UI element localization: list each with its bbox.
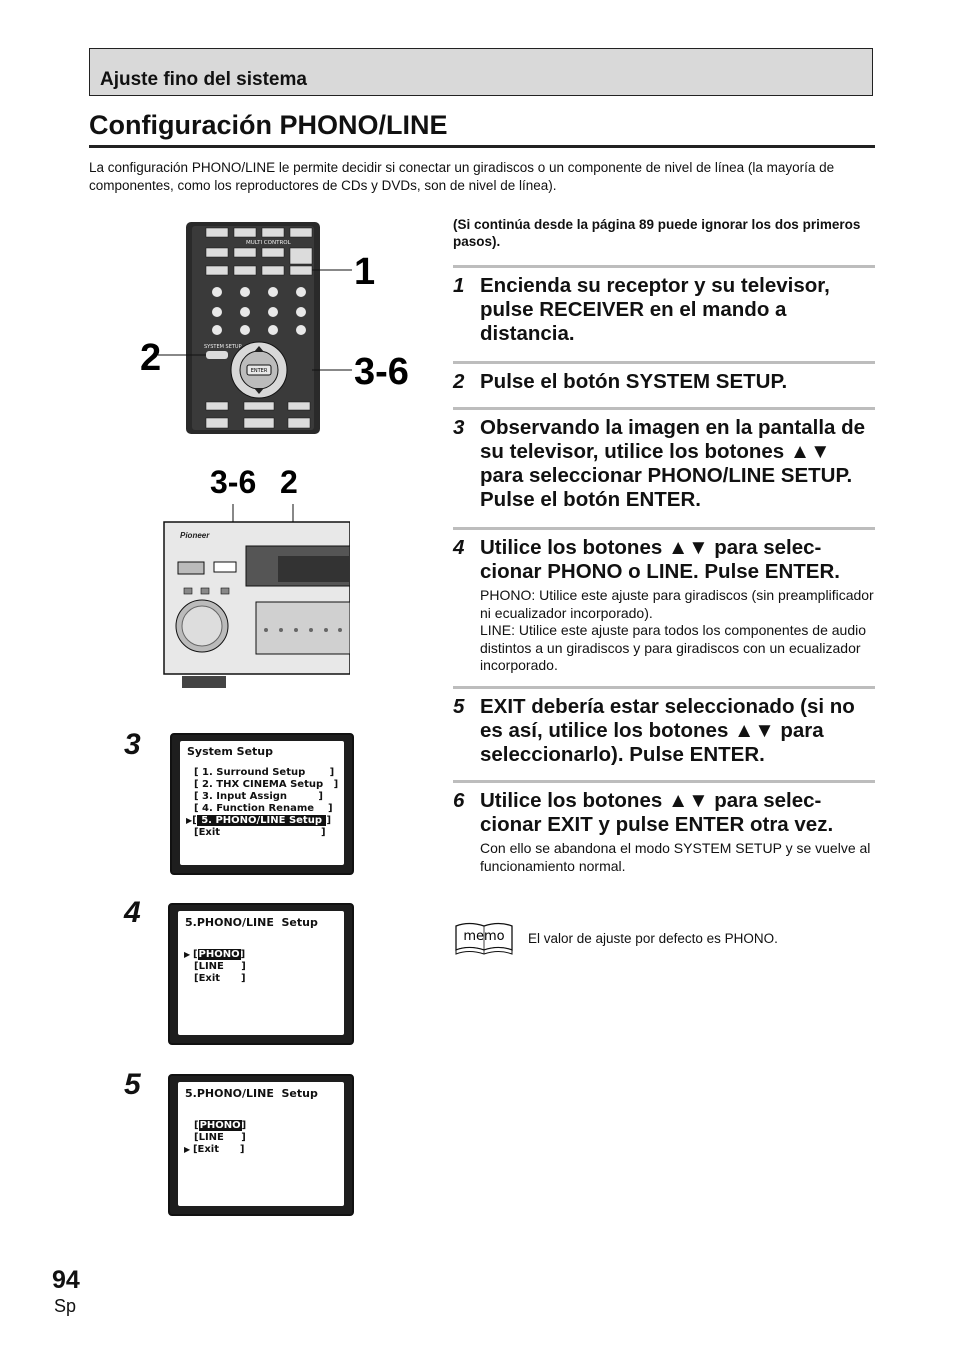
step-1 (453, 265, 875, 346)
callout-1: 1 (354, 251, 376, 293)
option-exit-selected: [Exit ] (192, 1144, 245, 1155)
step-number: 5 (453, 695, 465, 718)
screen-title: System Setup (187, 745, 273, 758)
step-text: Pulse el botón SYSTEM SETUP. (480, 370, 788, 393)
brand-logo: Pioneer (180, 531, 210, 540)
callout-3-6: 3-6 (354, 351, 409, 393)
step-4 (453, 527, 875, 675)
memo-icon-label: memo (463, 929, 505, 944)
system-setup-label: SYSTEM SETUP (204, 344, 242, 350)
screen-step-4-label: 4 (124, 896, 141, 929)
receiver-unit-figure (160, 462, 350, 690)
step-text: Utilice los botones ▲▼ para selec-cionar EXIT y pulse ENTER otra vez. (480, 789, 834, 836)
step-number: 4 (453, 536, 465, 559)
option-line: [LINE ] (194, 961, 246, 972)
step-text: Observando la imagen en la pantalla de su televisor, utilice los botones ▲▼ para seleccionar PHONO/LINE SETUP. Pulse el botón ENTER. (480, 416, 866, 511)
step-desc: PHONO: Utilice este ajuste para giradiscos (sin preamplificador ni ecualizador incorporado). (480, 587, 874, 621)
multi-control-label: MULTI CONTROL (246, 240, 291, 246)
enter-label: ENTER (250, 368, 268, 374)
menu-item: [ 4. Function Rename ] (194, 803, 333, 814)
tv-screen-step-4: 5.PHONO/LINE Setup ▶ [PHONO] [LINE ] [Exit ] (168, 903, 354, 1045)
page-number: 94 (52, 1266, 80, 1294)
screen-step-3-label: 3 (124, 728, 141, 761)
option-exit: [Exit ] (194, 973, 246, 984)
step-number: 3 (453, 416, 465, 439)
step-5 (453, 686, 875, 767)
step-number: 2 (453, 370, 465, 393)
option-line: [LINE ] (194, 1132, 246, 1143)
page-title: Configuración PHONO/LINE (89, 110, 875, 148)
step-text: EXIT debería estar seleccionado (si no es así, utilice los botones ▲▼ para seleccionarlo). Pulse ENTER. (480, 695, 855, 766)
step-text: Encienda su receptor y su televisor, pulse RECEIVER en el mando a distancia. (480, 274, 830, 345)
step-3 (453, 407, 875, 512)
tv-screen-step-5: 5.PHONO/LINE Setup [PHONO] [LINE ] ▶ [Exit ] (168, 1074, 354, 1216)
bracket: [ (192, 815, 197, 826)
option-phono: PHONO (199, 1120, 241, 1131)
cursor-arrow-icon: ▶ (184, 1145, 193, 1154)
intro-paragraph: La configuración PHONO/LINE le permite decidir si conectar un giradiscos o un componente de nivel de línea (la mayoría de componentes, como los reproductores de CDs y DVDs, son de nivel de línea). (89, 160, 835, 193)
bracket: ] (326, 815, 332, 826)
section-title: Ajuste fino del sistema (100, 69, 307, 90)
menu-item: [Exit ] (194, 827, 326, 838)
menu-item: [ 3. Input Assign ] (194, 791, 323, 802)
menu-item: [ 2. THX CINEMA Setup ] (194, 779, 339, 790)
step-text: Utilice los botones ▲▼ para selec-cionar PHONO o LINE. Pulse ENTER. (480, 536, 840, 583)
remote-control-figure (140, 218, 420, 443)
unit-callout-2: 2 (280, 464, 298, 500)
menu-item-selected: 5. PHONO/LINE Setup (197, 815, 326, 826)
tv-screen-step-3 (170, 733, 354, 875)
continuation-note: (Si continúa desde la página 89 puede ignorar los dos primeros pasos). (453, 217, 861, 249)
step-6 (453, 780, 875, 875)
cursor-arrow-icon: ▶ (186, 816, 193, 825)
screen-title: 5.PHONO/LINE Setup (185, 1087, 318, 1100)
page-language: Sp (54, 1296, 77, 1316)
cursor-arrow-icon: ▶ (184, 950, 193, 959)
screen-step-5-label: 5 (124, 1068, 141, 1101)
memo-text: El valor de ajuste por defecto es PHONO. (528, 931, 778, 946)
step-desc: Con ello se abandona el modo SYSTEM SETUP y se vuelve al funcionamiento normal. (480, 840, 871, 874)
unit-callout-3-6: 3-6 (210, 464, 257, 500)
step-2 (453, 361, 875, 394)
step-number: 6 (453, 789, 465, 812)
section-header (89, 48, 873, 96)
callout-2: 2 (140, 337, 162, 379)
memo-book-icon (453, 920, 515, 960)
screen-title: 5.PHONO/LINE Setup (185, 916, 318, 929)
option-selected: PHONO (198, 949, 240, 960)
step-desc: LINE: Utilice este ajuste para todos los componentes de audio distintos a un giradiscos y para giradiscos con un ecualizador incorporado. (480, 622, 867, 673)
menu-item: [ 1. Surround Setup ] (194, 767, 335, 778)
step-number: 1 (453, 274, 465, 297)
